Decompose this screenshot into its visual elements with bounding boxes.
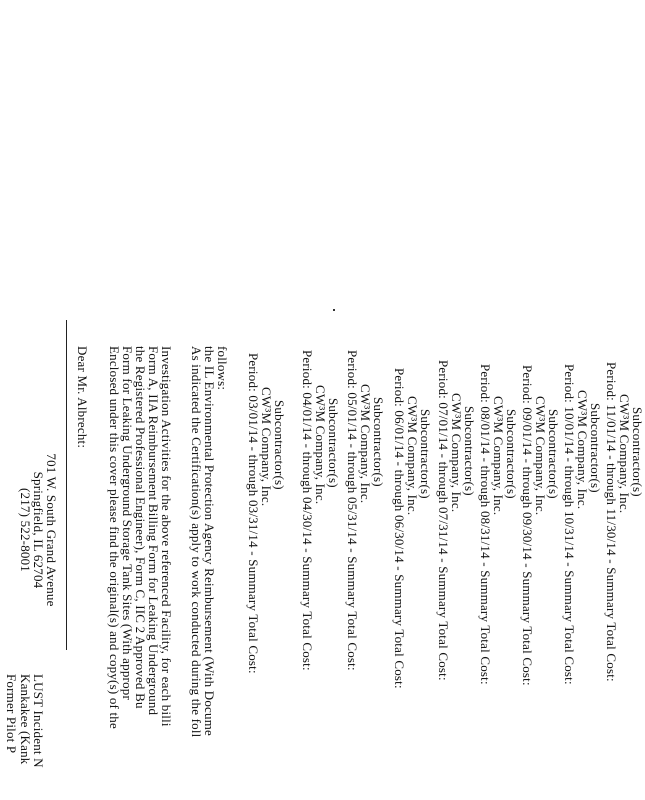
period-3-company: CW³M Company, Inc. (358, 384, 373, 504)
period-1-company: CW³M Company, Inc. (259, 387, 274, 507)
intro-line-4: Form A, IIA Reimbursement Billing Form for Leaking Underground (146, 346, 161, 716)
period-4-subcontractor: Subcontractor(s) (418, 409, 433, 499)
header-line-1: Former Pilot P (4, 674, 19, 754)
period-7-subcontractor: Subcontractor(s) (546, 409, 561, 499)
period-5-subcontractor: Subcontractor(s) (462, 406, 477, 496)
footer-phone: (217) 522-8001 (18, 487, 33, 573)
period-6-summary: Period: 08/01/14 - through 08/31/14 - Summary Total Cost: (478, 364, 493, 685)
period-7-company: CW³M Company, Inc. (533, 396, 548, 516)
para2-line-3: follows: (215, 346, 230, 391)
period-1-summary: Period: 03/01/14 - through 03/31/14 - Summary Total Cost: (246, 353, 261, 674)
period-5-summary: Period: 07/01/14 - through 07/31/14 - Summary Total Cost: (436, 360, 451, 681)
period-2-summary: Period: 04/01/14 - through 04/30/14 - Summary Total Cost: (300, 350, 315, 671)
header-line-3: LUST Incident N (31, 674, 46, 768)
header-line-2: Kankakee (Kank (18, 674, 33, 765)
footer-city: Springfield, IL 62704 (31, 471, 46, 589)
period-8-company: CW³M Company, Inc. (575, 390, 590, 510)
period-9-subcontractor: Subcontractor(s) (630, 407, 645, 497)
intro-line-1: Enclosed under this cover please find the original(s) and copy(s) of the (107, 346, 122, 729)
salutation: Dear Mr. Albrecht: (75, 346, 90, 449)
scan-speck (333, 309, 335, 311)
period-2-subcontractor: Subcontractor(s) (326, 398, 341, 488)
period-6-company: CW³M Company, Inc. (491, 396, 506, 516)
period-9-company: CW³M Company, Inc. (617, 394, 632, 514)
footer-address: 701 W. South Grand Avenue (44, 453, 59, 607)
period-4-company: CW³M Company, Inc. (405, 396, 420, 516)
period-3-subcontractor: Subcontractor(s) (371, 397, 386, 487)
period-4-summary: Period: 06/01/14 - through 06/30/14 - Summary Total Cost: (392, 368, 407, 689)
period-7-summary: Period: 09/01/14 - through 09/30/14 - Summary Total Cost: (520, 365, 535, 686)
period-8-summary: Period: 10/01/14 - through 10/31/14 - Summary Total Cost: (562, 364, 577, 685)
period-2-company: CW³M Company, Inc. (313, 385, 328, 505)
period-6-subcontractor: Subcontractor(s) (504, 409, 519, 499)
period-1-subcontractor: Subcontractor(s) (272, 400, 287, 490)
period-9-summary: Period: 11/01/14 - through 11/30/14 - Summary Total Cost: (604, 362, 619, 682)
period-3-summary: Period: 05/01/14 - through 05/31/14 - Summary Total Cost: (345, 350, 360, 671)
intro-line-5: Investigation Activities for the above referenced Facility, for each billi (159, 346, 174, 727)
para2-line-1: As indicated the Certification(s) apply to work conducted during the foll (189, 346, 204, 738)
para2-line-2: the IL Environmental Protection Agency Reimbursement (With Docume (202, 346, 217, 736)
letterhead-divider (66, 320, 67, 650)
intro-line-3: the Registered Professional Engineer), Form C, IIC 2 Approved Bu (133, 346, 148, 709)
period-5-company: CW³M Company, Inc. (449, 393, 464, 513)
period-8-subcontractor: Subcontractor(s) (588, 403, 603, 493)
intro-line-2: Form for Leaking Underground Storage Tank Sites (With appropr (120, 346, 135, 700)
